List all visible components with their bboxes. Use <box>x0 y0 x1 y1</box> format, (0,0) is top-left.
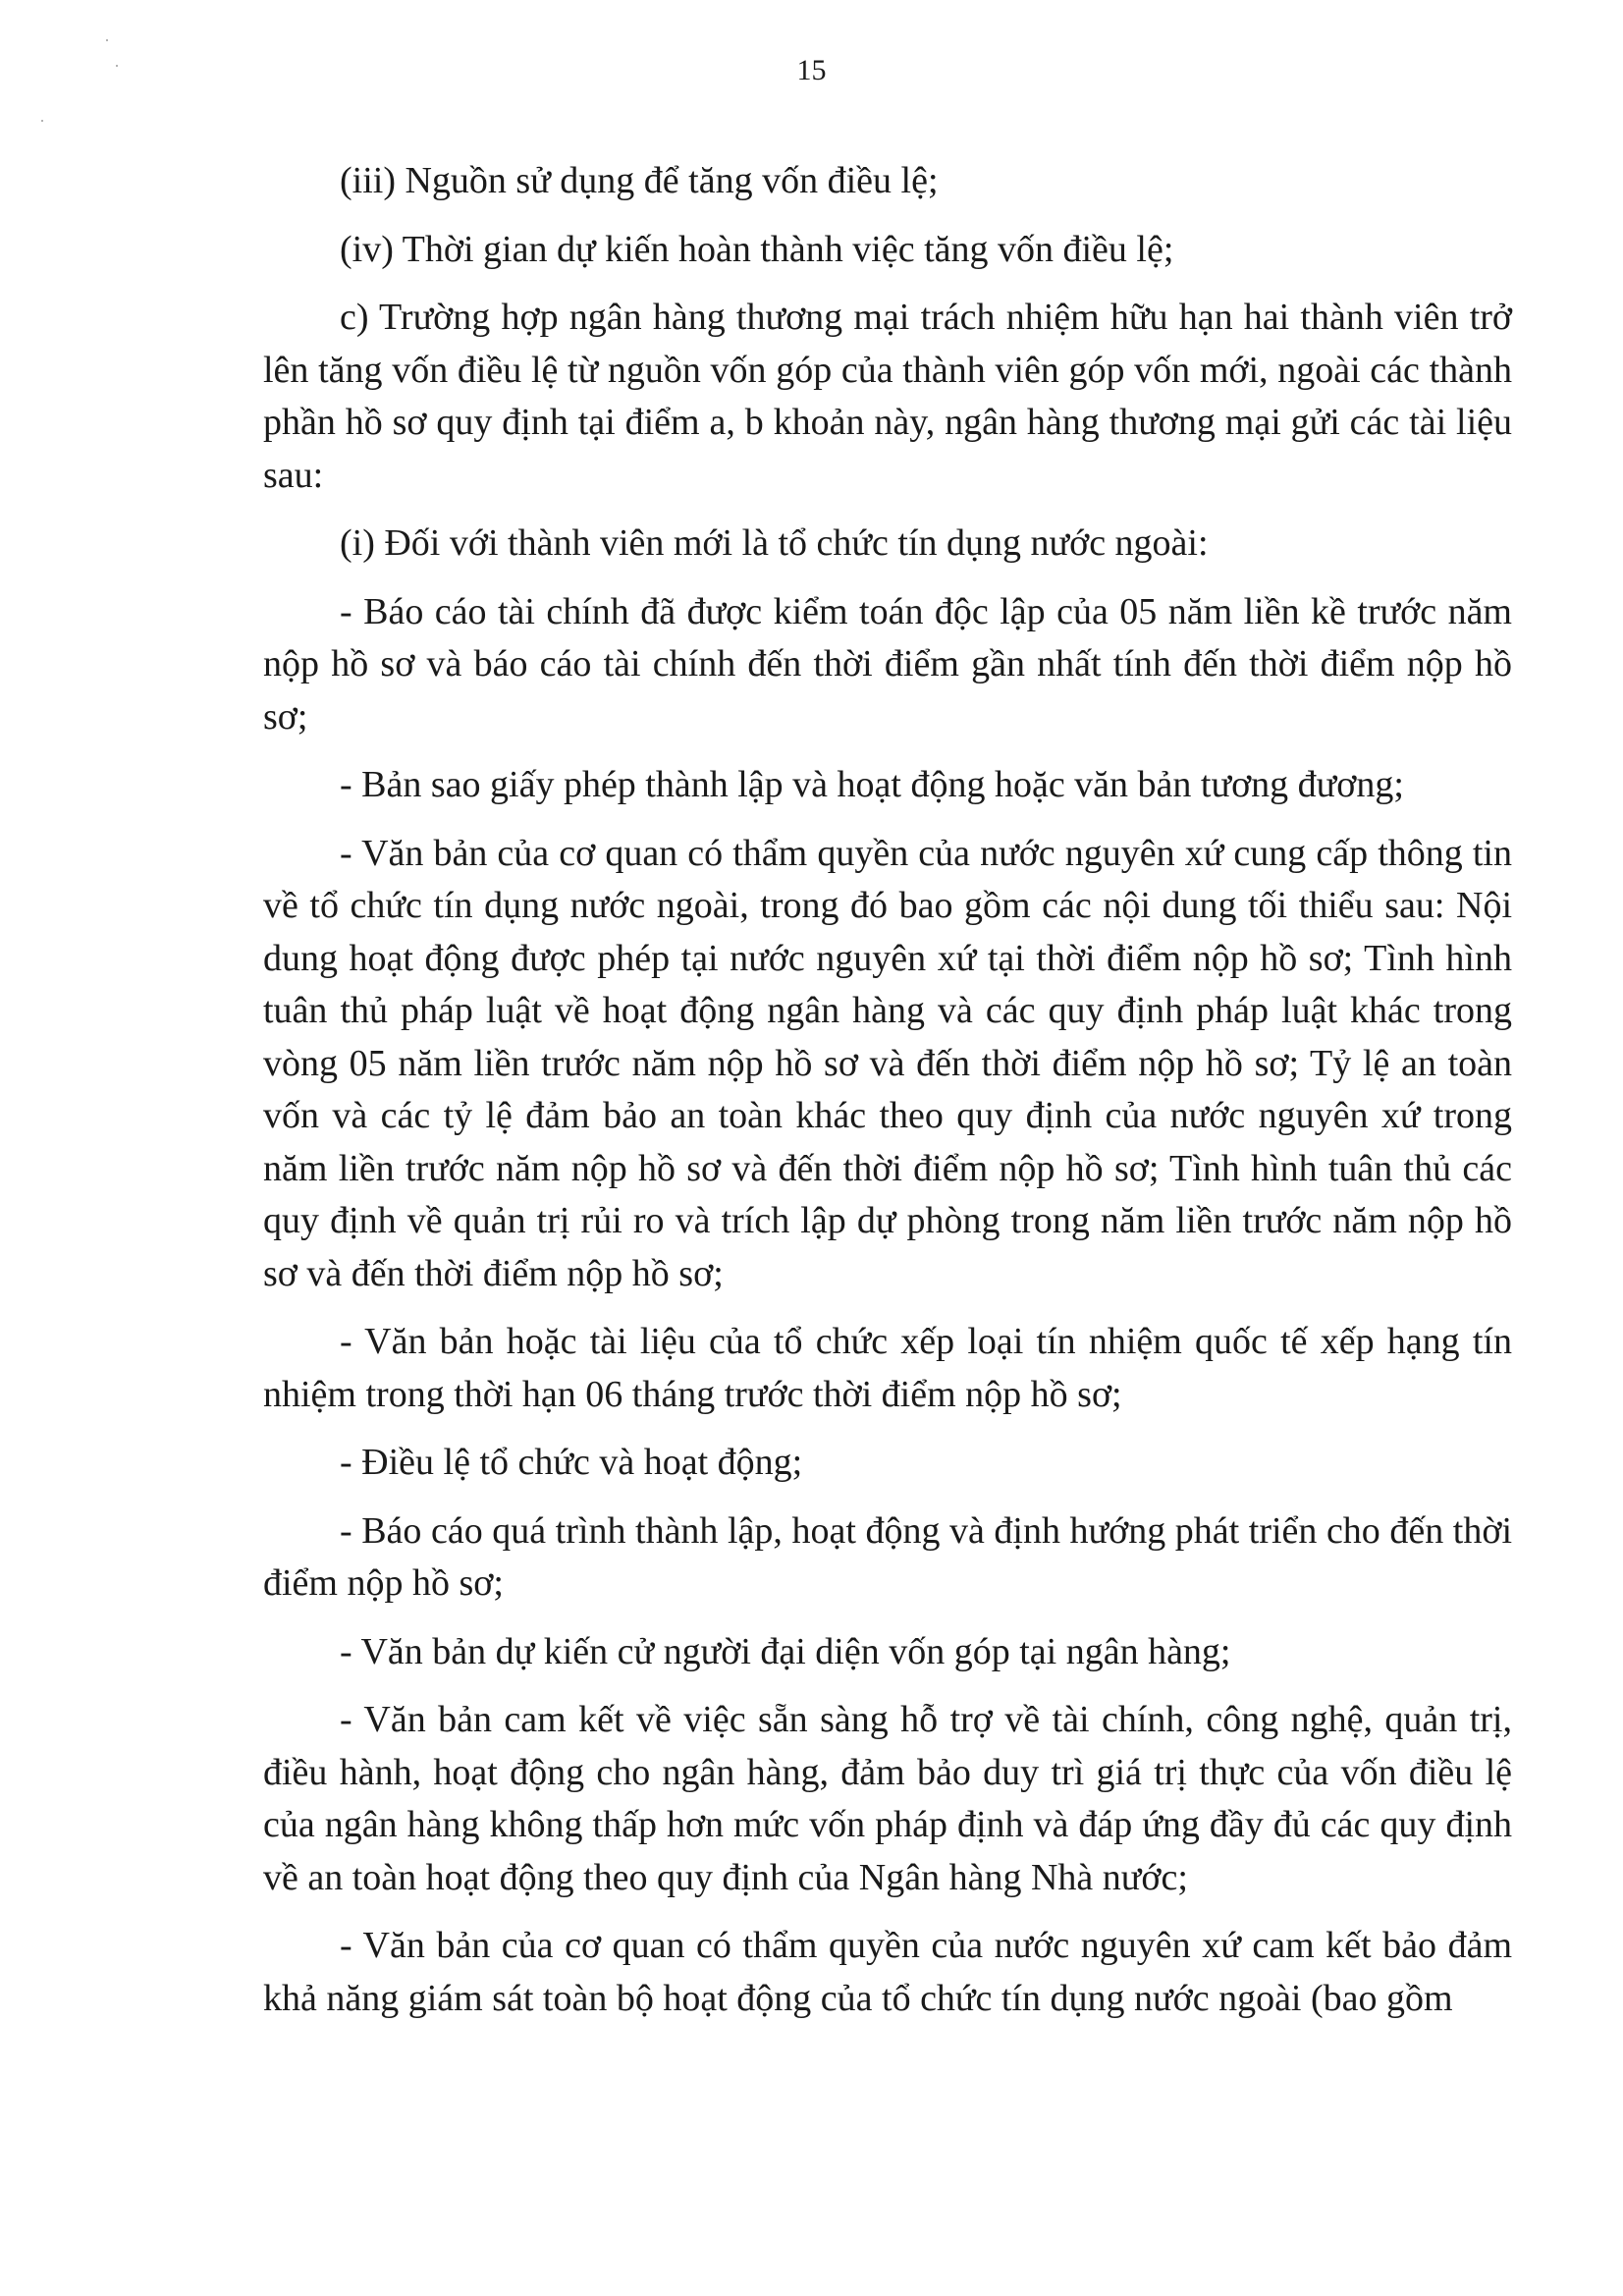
paragraph-audited-financial-reports: - Báo cáo tài chính đã được kiểm toán độc lập của 05 năm liền kề trước năm nộp hồ sơ và báo cáo tài chính đến thời điểm gần nhất tính đến thời điểm nộp hồ sơ; <box>263 590 1512 738</box>
paragraph-expected-completion-time: (iv) Thời gian dự kiến hoàn thành việc tăng vốn điều lệ; <box>340 228 1174 270</box>
paragraph-establishment-report: - Báo cáo quá trình thành lập, hoạt động và định hướng phát triển cho đến thời điểm nộp hồ sơ; <box>263 1509 1512 1604</box>
paragraph-representative: - Văn bản dự kiến cử người đại diện vốn góp tại ngân hàng; <box>340 1630 1231 1672</box>
scan-artifact-dot <box>41 120 43 122</box>
paragraph-case-c: c) Trường hợp ngân hàng thương mại trách nhiệm hữu hạn hai thành viên trở lên tăng vốn điều lệ từ nguồn vốn góp của thành viên góp vốn mới, ngoài các thành phần hồ sơ quy định tại điểm a, b khoản này, ngân hàng thương mại gửi các tài liệu sau: <box>263 297 1512 496</box>
paragraph-credit-rating: - Văn bản hoặc tài liệu của tổ chức xếp loại tín nhiệm quốc tế xếp hạng tín nhiệm trong thời hạn 06 tháng trước thời điểm nộp hồ sơ; <box>263 1321 1512 1415</box>
document-body <box>263 155 1512 2041</box>
page-number: 15 <box>796 54 827 86</box>
paragraph-home-authority-info: - Văn bản của cơ quan có thẩm quyền của nước nguyên xứ cung cấp thông tin về tổ chức tín dụng nước ngoài, trong đó bao gồm các nội dung tối thiểu sau: Nội dung hoạt động được phép tại nước nguyên xứ tại thời điểm nộp hồ sơ; Tình hình tuân thủ pháp luật về hoạt động ngân hàng và các quy định pháp luật khác trong vòng 05 năm liền trước năm nộp hồ sơ và đến thời điểm nộp hồ sơ; Tỷ lệ an toàn vốn và các tỷ lệ đảm bảo an toàn khác theo quy định của nước nguyên xứ trong năm liền trước năm nộp hồ sơ và đến thời điểm nộp hồ sơ; Tình hình tuân thủ các quy định về quản trị rủi ro và trích lập dự phòng trong năm liền trước năm nộp hồ sơ và đến thời điểm nộp hồ sơ; <box>263 832 1512 1294</box>
paragraph-supervision-commitment: - Văn bản của cơ quan có thẩm quyền của nước nguyên xứ cam kết bảo đảm khả năng giám sát toàn bộ hoạt động của tổ chức tín dụng nước ngoài (bao gồm <box>263 1925 1512 2019</box>
paragraph-support-commitment: - Văn bản cam kết về việc sẵn sàng hỗ trợ về tài chính, công nghệ, quản trị, điều hành, hoạt động cho ngân hàng, đảm bảo duy trì giá trị thực của vốn điều lệ của ngân hàng không thấp hơn mức vốn pháp định và đáp ứng đầy đủ các quy định về an toàn hoạt động theo quy định của Ngân hàng Nhà nước; <box>263 1699 1512 1898</box>
paragraph-source-of-capital: (iii) Nguồn sử dụng để tăng vốn điều lệ; <box>340 160 939 201</box>
paragraph-license-copy: - Bản sao giấy phép thành lập và hoạt động hoặc văn bản tương đương; <box>340 764 1404 805</box>
paragraph-charter: - Điều lệ tổ chức và hoạt động; <box>340 1442 803 1483</box>
paragraph-foreign-credit-institution: (i) Đối với thành viên mới là tổ chức tín dụng nước ngoài: <box>340 522 1209 564</box>
scan-artifact-dot <box>106 39 108 41</box>
